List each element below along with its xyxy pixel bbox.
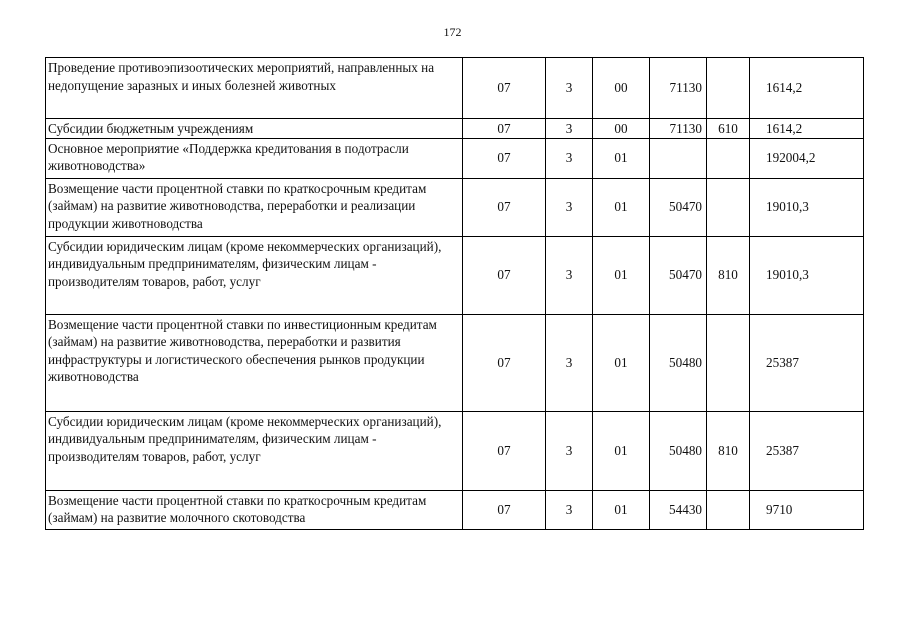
row-target: 71130 xyxy=(650,119,707,139)
row-target: 50470 xyxy=(650,178,707,236)
row-subsection: 3 xyxy=(546,178,593,236)
row-expense-type: 810 xyxy=(707,236,750,314)
budget-table xyxy=(45,57,864,530)
row-section: 07 xyxy=(463,119,546,139)
row-name: Возмещение части процентной ставки по инвестиционным кредитам (займам) на развитие животноводства, переработки и развития инфраструктуры и логистического обеспечения рынков продукции животноводства xyxy=(46,314,463,411)
row-name: Субсидии юридическим лицам (кроме некоммерческих организаций), индивидуальным предпринимателям, физическим лицам - производителям товаров, работ, услуг xyxy=(46,236,463,314)
row-expense-type: 810 xyxy=(707,411,750,490)
table-row xyxy=(46,490,864,529)
row-target xyxy=(650,138,707,178)
row-sum: 1614,2 xyxy=(750,58,864,119)
table-row xyxy=(46,411,864,490)
table-row xyxy=(46,236,864,314)
row-section: 07 xyxy=(463,236,546,314)
row-target: 54430 xyxy=(650,490,707,529)
table-row xyxy=(46,178,864,236)
row-name: Основное мероприятие «Поддержка кредитования в подотрасли животноводства» xyxy=(46,138,463,178)
row-target: 71130 xyxy=(650,58,707,119)
row-program: 00 xyxy=(593,119,650,139)
row-sum: 192004,2 xyxy=(750,138,864,178)
row-section: 07 xyxy=(463,490,546,529)
row-expense-type xyxy=(707,58,750,119)
row-program: 01 xyxy=(593,178,650,236)
row-name: Проведение противоэпизоотических мероприятий, направленных на недопущение заразных и иных болезней животных xyxy=(46,58,463,119)
table-row xyxy=(46,138,864,178)
table-row xyxy=(46,314,864,411)
row-program: 01 xyxy=(593,138,650,178)
row-expense-type xyxy=(707,490,750,529)
row-name: Субсидии бюджетным учреждениям xyxy=(46,119,463,139)
row-section: 07 xyxy=(463,411,546,490)
row-target: 50480 xyxy=(650,314,707,411)
table-row xyxy=(46,119,864,139)
row-subsection: 3 xyxy=(546,314,593,411)
row-name: Субсидии юридическим лицам (кроме некоммерческих организаций), индивидуальным предпринимателям, физическим лицам - производителям товаров, работ, услуг xyxy=(46,411,463,490)
row-program: 01 xyxy=(593,490,650,529)
row-name: Возмещение части процентной ставки по краткосрочным кредитам (займам) на развитие молочного скотоводства xyxy=(46,490,463,529)
row-subsection: 3 xyxy=(546,236,593,314)
row-program: 01 xyxy=(593,314,650,411)
row-subsection: 3 xyxy=(546,138,593,178)
row-expense-type xyxy=(707,138,750,178)
row-subsection: 3 xyxy=(546,58,593,119)
row-program: 01 xyxy=(593,236,650,314)
table-row xyxy=(46,58,864,119)
row-sum: 19010,3 xyxy=(750,236,864,314)
row-section: 07 xyxy=(463,314,546,411)
row-program: 01 xyxy=(593,411,650,490)
row-sum: 25387 xyxy=(750,411,864,490)
row-target: 50470 xyxy=(650,236,707,314)
row-name: Возмещение части процентной ставки по краткосрочным кредитам (займам) на развитие животноводства, переработки и реализации продукции животноводства xyxy=(46,178,463,236)
row-sum: 19010,3 xyxy=(750,178,864,236)
row-expense-type xyxy=(707,178,750,236)
page-number: 172 xyxy=(443,25,462,39)
row-subsection: 3 xyxy=(546,490,593,529)
row-subsection: 3 xyxy=(546,411,593,490)
row-section: 07 xyxy=(463,178,546,236)
row-expense-type xyxy=(707,314,750,411)
row-sum: 9710 xyxy=(750,490,864,529)
row-section: 07 xyxy=(463,58,546,119)
row-sum: 1614,2 xyxy=(750,119,864,139)
row-expense-type: 610 xyxy=(707,119,750,139)
row-sum: 25387 xyxy=(750,314,864,411)
row-target: 50480 xyxy=(650,411,707,490)
row-program: 00 xyxy=(593,58,650,119)
row-subsection: 3 xyxy=(546,119,593,139)
row-section: 07 xyxy=(463,138,546,178)
